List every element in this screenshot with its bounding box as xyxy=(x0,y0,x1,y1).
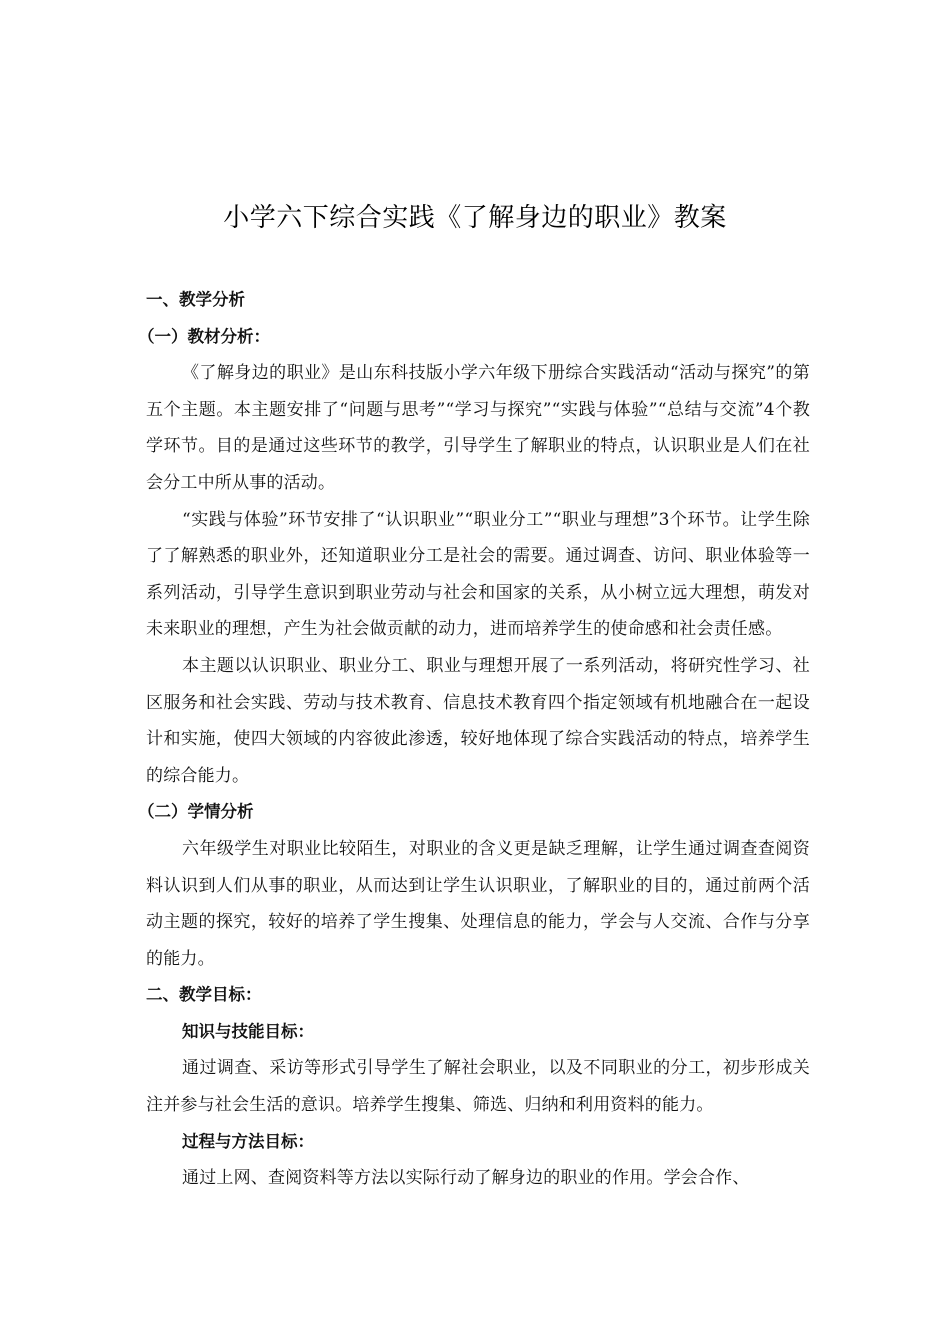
paragraph-material-1: 《了解身边的职业》是山东科技版小学六年级下册综合实践活动“活动与探究”的第五个主题。本主题安排了“问题与思考”“学习与探究”“实践与体验”“总结与交流”4个教学环节。目的是通过这些环节的教学，引导学生了解职业的特点，认识职业是人们在社会分工中所从事的活动。 xyxy=(146,363,810,493)
document-title: 小学六下综合实践《了解身边的职业》教案 xyxy=(223,203,727,233)
paragraph-material-2: “实践与体验”环节安排了“认识职业”“职业分工”“职业与理想”3个环节。让学生除了了解熟悉的职业外，还知道职业分工是社会的需要。通过调查、访问、职业体验等一系列活动，引导学生意识到职业劳动与社会和国家的关系，从小树立远大理想，萌发对未来职业的理想，产生为社会做贡献的动力，进而培养学生的使命感和社会责任感。 xyxy=(146,509,810,640)
document-body xyxy=(138,282,810,1197)
goal-heading-process-method: 过程与方法目标： xyxy=(182,1131,314,1151)
subsection-heading-student-analysis: （二）学情分析 xyxy=(138,802,254,822)
subsection-heading-material-analysis: （一）教材分析： xyxy=(138,326,270,346)
paragraph-process-method: 通过上网、查阅资料等方法以实际行动了解身边的职业的作用。学会合作、 xyxy=(182,1168,750,1189)
goal-heading-knowledge-skills: 知识与技能目标： xyxy=(182,1021,314,1041)
section-heading-teaching-goals: 二、教学目标： xyxy=(146,985,262,1005)
paragraph-student-analysis: 六年级学生对职业比较陌生，对职业的含义更是缺乏理解，让学生通过调查查阅资料认识到人们从事的职业，从而达到让学生认识职业，了解职业的目的，通过前两个活动主题的探究，较好的培养了学生搜集、处理信息的能力，学会与人交流、合作与分享的能力。 xyxy=(146,838,810,969)
paragraph-knowledge-skills: 通过调查、采访等形式引导学生了解社会职业，以及不同职业的分工，初步形成关注并参与社会生活的意识。培养学生搜集、筛选、归纳和利用资料的能力。 xyxy=(146,1058,810,1116)
paragraph-material-3: 本主题以认识职业、职业分工、职业与理想开展了一系列活动，将研究性学习、社区服务和社会实践、劳动与技术教育、信息技术教育四个指定领域有机地融合在一起设计和实施，使四大领域的内容彼此渗透，较好地体现了综合实践活动的特点，培养学生的综合能力。 xyxy=(146,655,810,786)
section-heading-teaching-analysis: 一、教学分析 xyxy=(146,290,245,309)
